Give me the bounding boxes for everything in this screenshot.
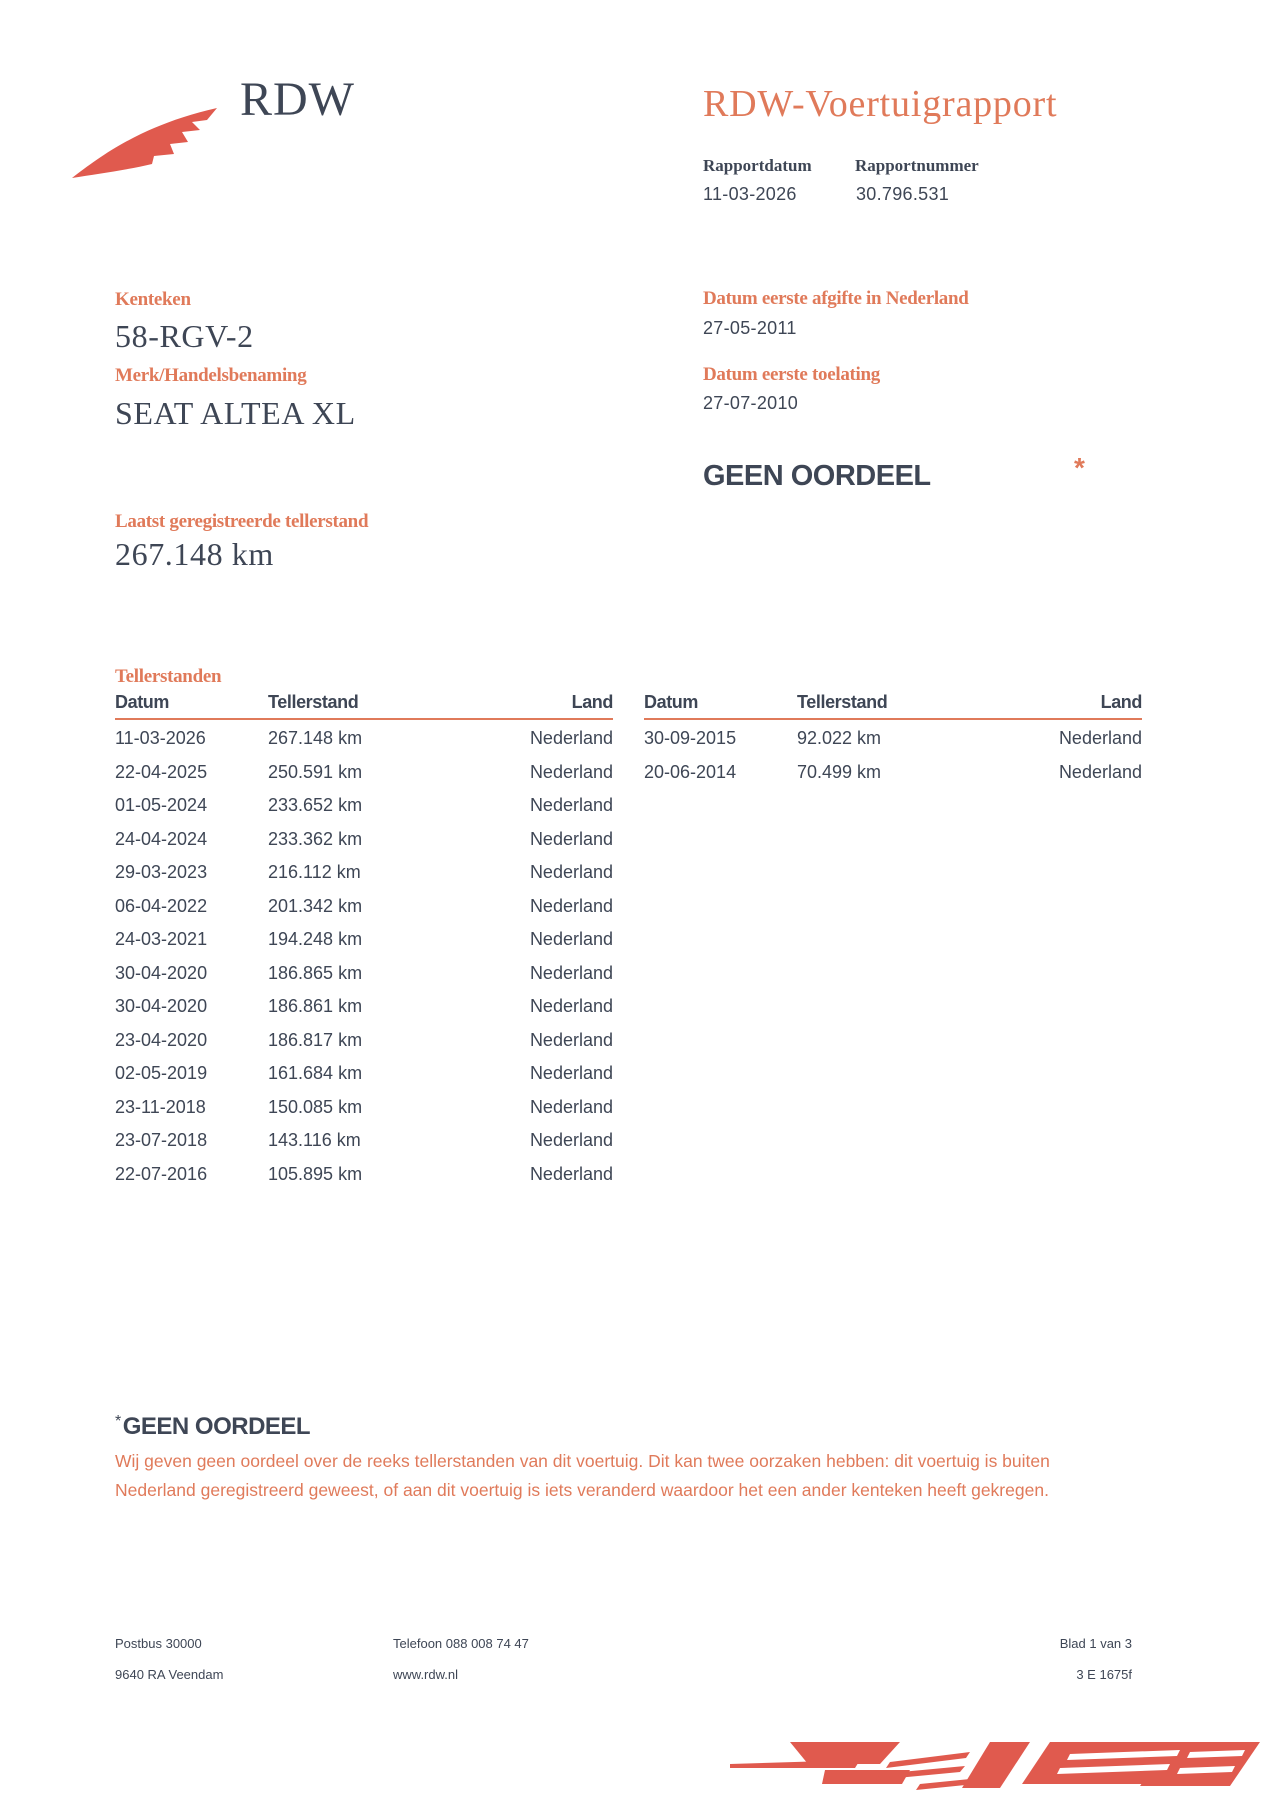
row-country: Nederland	[529, 862, 613, 882]
logo-text: RDW	[240, 73, 355, 126]
footer-page-number: Blad 1 van 3	[1059, 1636, 1132, 1651]
first-issue-nl-label: Datum eerste afgifte in Nederland	[703, 288, 969, 309]
row-reading: 186.865 km	[268, 962, 363, 983]
row-reading: 70.499 km	[797, 761, 882, 782]
brand-value: SEAT ALTEA XL	[115, 395, 356, 431]
row-reading: 186.817 km	[268, 1029, 363, 1050]
table-row	[644, 720, 1142, 754]
row-date: 29-03-2023	[115, 862, 208, 882]
col-date-header: Datum	[115, 692, 170, 712]
row-date: 23-07-2018	[115, 1130, 208, 1150]
footer-code: 3 E 1675f	[1076, 1667, 1132, 1682]
row-date: 02-05-2019	[115, 1063, 208, 1083]
odometer-table-left	[115, 692, 613, 1189]
row-reading: 161.684 km	[268, 1063, 363, 1083]
table-row	[115, 888, 613, 922]
license-plate: 58-RGV-2	[115, 318, 254, 354]
row-reading: 233.362 km	[268, 828, 363, 849]
report-date: 11-03-2026	[703, 184, 797, 204]
table-body	[644, 720, 1142, 787]
row-reading: 250.591 km	[268, 761, 363, 782]
first-admission: 27-07-2010	[703, 393, 799, 413]
row-date: 11-03-2026	[115, 728, 206, 748]
row-country: Nederland	[529, 962, 613, 983]
row-country: Nederland	[1058, 728, 1142, 748]
footer-website-link[interactable]: www.rdw.nl	[393, 1667, 459, 1682]
plate-label: Kenteken	[115, 289, 191, 310]
col-date-header: Datum	[644, 692, 699, 712]
row-country: Nederland	[529, 728, 613, 748]
col-country-header: Land	[1100, 692, 1142, 712]
row-date: 23-04-2020	[115, 1029, 208, 1050]
row-reading: 186.861 km	[268, 996, 363, 1016]
odometer-table-right	[644, 692, 1142, 787]
row-reading: 201.342 km	[268, 895, 363, 916]
row-date: 24-03-2021	[115, 929, 208, 949]
row-country: Nederland	[529, 1163, 613, 1184]
table-row	[115, 720, 613, 754]
col-reading-header: Tellerstand	[797, 692, 888, 712]
table-row	[115, 955, 613, 989]
report-number-label: Rapportnummer	[855, 156, 979, 175]
row-country: Nederland	[1058, 761, 1142, 782]
row-reading: 150.085 km	[268, 1096, 363, 1117]
note-title-text: GEEN OORDEEL	[122, 1413, 311, 1440]
report-date-label: Rapportdatum	[703, 156, 812, 175]
col-country-header: Land	[571, 692, 613, 712]
row-date: 23-11-2018	[115, 1096, 206, 1117]
row-date: 06-04-2022	[115, 895, 208, 916]
row-country: Nederland	[529, 795, 613, 815]
row-reading: 143.116 km	[268, 1130, 361, 1150]
row-country: Nederland	[529, 895, 613, 916]
brand-label: Merk/Handelsbenaming	[115, 365, 307, 386]
row-date: 20-06-2014	[644, 761, 737, 782]
table-row	[115, 1055, 613, 1089]
footer-phone: Telefoon 088 008 74 47	[393, 1636, 529, 1651]
row-date: 22-07-2016	[115, 1163, 208, 1184]
table-body	[115, 720, 613, 1189]
row-reading: 267.148 km	[268, 728, 363, 748]
row-country: Nederland	[529, 828, 613, 849]
row-country: Nederland	[529, 996, 613, 1016]
table-row	[115, 1089, 613, 1123]
row-date: 30-04-2020	[115, 996, 208, 1016]
footer-address-line1: Postbus 30000	[115, 1636, 202, 1651]
table-row	[115, 1156, 613, 1190]
table-row	[115, 988, 613, 1022]
row-country: Nederland	[529, 1063, 613, 1083]
row-date: 30-09-2015	[644, 728, 737, 748]
row-reading: 92.022 km	[797, 728, 882, 748]
rdw-stripes-icon	[730, 1734, 1260, 1795]
row-reading: 216.112 km	[268, 862, 361, 882]
row-date: 22-04-2025	[115, 761, 208, 782]
row-country: Nederland	[529, 1096, 613, 1117]
first-issue-nl: 27-05-2011	[703, 318, 797, 338]
footer-address-line2: 9640 RA Veendam	[115, 1667, 224, 1682]
rdw-logo-icon	[72, 100, 222, 185]
note-marker: *	[115, 1413, 121, 1430]
last-odometer-label: Laatst geregistreerde tellerstand	[115, 511, 369, 532]
table-row	[115, 1022, 613, 1056]
row-country: Nederland	[529, 1029, 613, 1050]
table-row	[115, 854, 613, 888]
verdict-asterisk: *	[1074, 452, 1085, 483]
odometer-section-title: Tellerstanden	[115, 666, 222, 687]
row-reading: 194.248 km	[268, 929, 363, 949]
row-date: 30-04-2020	[115, 962, 208, 983]
table-row	[115, 821, 613, 855]
verdict: GEEN OORDEEL	[703, 460, 931, 492]
note-title	[115, 1413, 310, 1441]
table-header	[644, 692, 1142, 720]
table-row	[115, 787, 613, 821]
report-title: RDW-Voertuigrapport	[703, 83, 1058, 125]
row-reading: 233.652 km	[268, 795, 363, 815]
table-row	[115, 1122, 613, 1156]
last-odometer: 267.148 km	[115, 536, 274, 572]
row-date: 24-04-2024	[115, 828, 208, 849]
table-header	[115, 692, 613, 720]
note-text: Wij geven geen oordeel over de reeks tellerstanden van dit voertuig. Dit kan twee oorzaken hebben: dit voertuig is buiten Nederland geregistreerd geweest, of aan dit voertuig is iets veranderd waardoor het een ander kenteken heeft gekregen.	[115, 1451, 1050, 1500]
row-date: 01-05-2024	[115, 795, 208, 815]
first-admission-label: Datum eerste toelating	[703, 364, 881, 385]
table-row	[644, 754, 1142, 788]
row-country: Nederland	[529, 1130, 613, 1150]
report-number: 30.796.531	[856, 184, 950, 204]
row-country: Nederland	[529, 929, 613, 949]
row-country: Nederland	[529, 761, 613, 782]
table-row	[115, 921, 613, 955]
row-reading: 105.895 km	[268, 1163, 363, 1184]
table-row	[115, 754, 613, 788]
col-reading-header: Tellerstand	[268, 692, 359, 712]
